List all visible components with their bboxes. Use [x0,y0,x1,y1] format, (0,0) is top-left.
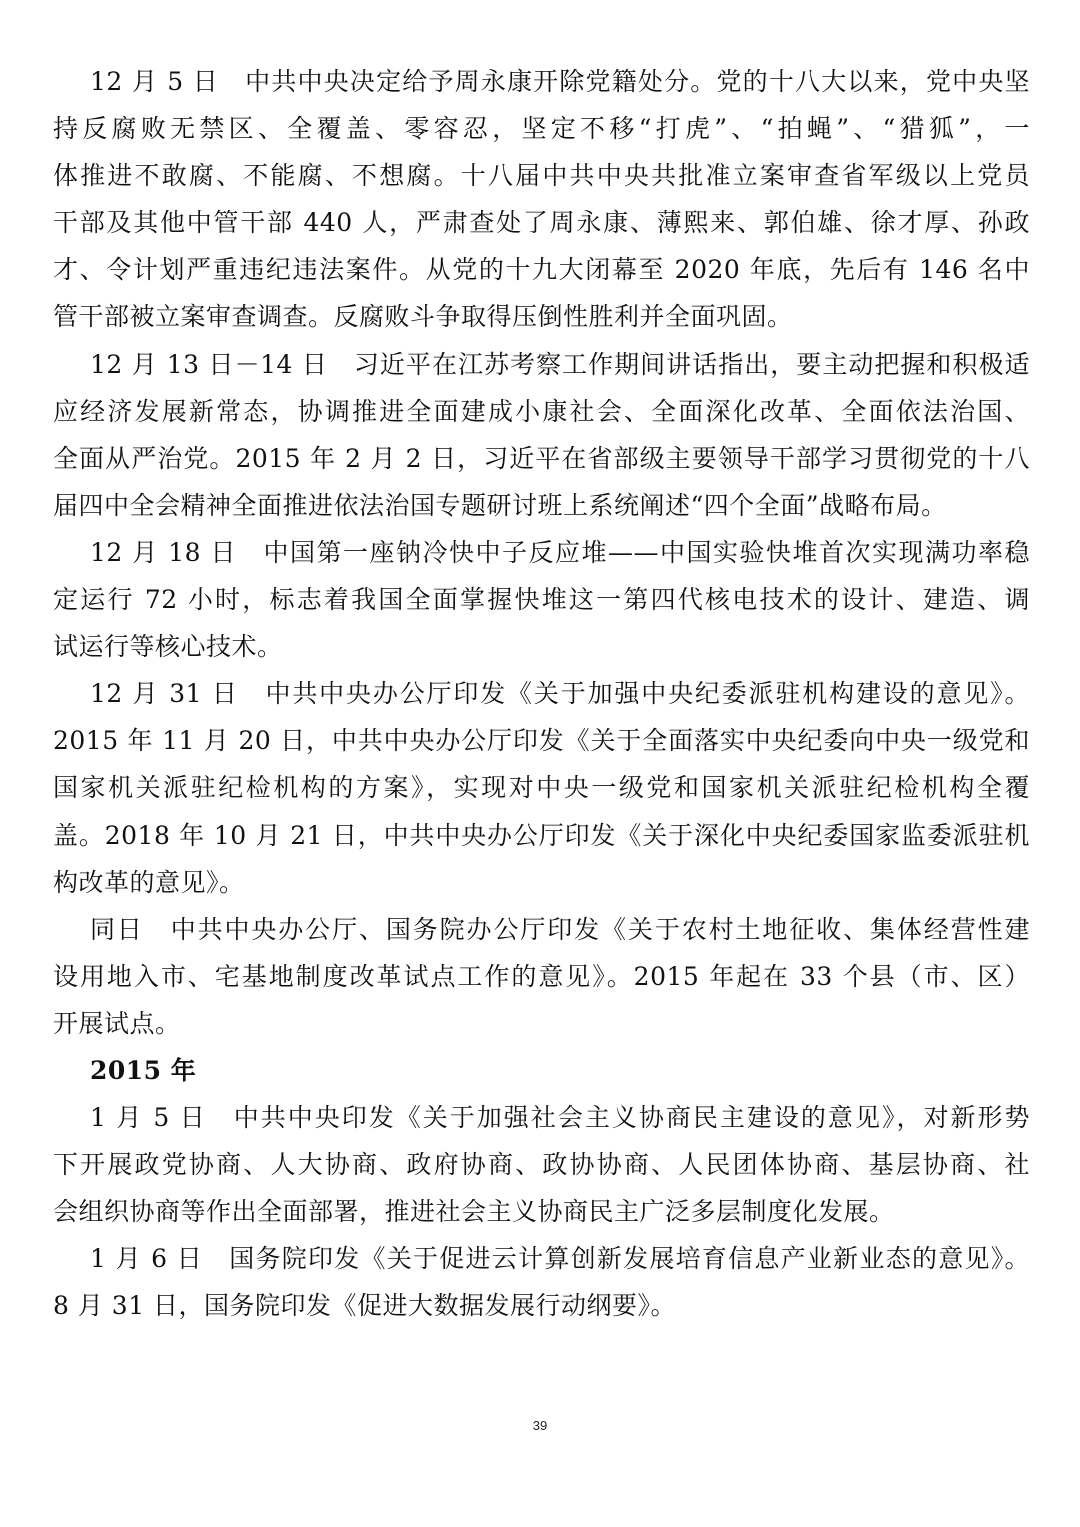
document-body [53,58,1030,1330]
text-line: 才、令计划严重违纪违法案件。从党的十九大闭幕至 2020 年底，先后有 146 名中 [53,255,1030,285]
text-line: 管干部被立案审查调查。反腐败斗争取得压倒性胜利并全面巩固。 [53,302,793,332]
text-line: 试运行等核心技术。 [53,632,283,662]
text-line: 12 月 5 日 中共中央决定给予周永康开除党籍处分。党的十八大以来，党中央坚 [90,67,1030,96]
text-line: 2015 年 11 月 20 日，中共中央办公厅印发《关于全面落实中央纪委向中央一级党和 [53,726,1030,756]
text-line: 会组织协商等作出全面部署，推进社会主义协商民主广泛多层制度化发展。 [53,1197,895,1227]
text-line: 12 月 31 日 中共中央办公厅印发《关于加强中央纪委派驻机构建设的意见》。 [90,679,1030,709]
text-line: 干部及其他中管干部 440 人，严肃查处了周永康、薄熙来、郭伯雄、徐才厚、孙政 [53,208,1030,238]
paragraph [53,1235,1030,1329]
paragraph [53,906,1030,1047]
text-line: 1 月 6 日 国务院印发《关于促进云计算创新发展培育信息产业新业态的意见》。 [90,1244,1030,1274]
page-number: 39 [532,1418,548,1433]
text-line: 全面从严治党。2015 年 2 月 2 日，习近平在省部级主要领导干部学习贯彻党的十八 [53,443,1030,473]
paragraph [53,341,1030,529]
paragraph [53,670,1030,905]
heading-text: 2015 年 [90,1055,197,1085]
text-line: 国家机关派驻纪检机构的方案》，实现对中央一级党和国家机关派驻纪检机构全覆 [53,773,1030,803]
text-line: 届四中全会精神全面推进依法治国专题研讨班上系统阐述“四个全面”战略布局。 [53,490,947,520]
text-line: 12 月 18 日 中国第一座钠冷快中子反应堆——中国实验快堆首次实现满功率稳 [90,537,1030,567]
section-heading [53,1047,1030,1094]
paragraph [53,529,1030,670]
text-line: 构改革的意见》。 [53,867,245,897]
text-line: 下开展政党协商、人大协商、政府协商、政协协商、人民团体协商、基层协商、社 [53,1150,1030,1180]
paragraph [53,58,1030,341]
text-line: 开展试点。 [53,1008,181,1038]
text-line: 持反腐败无禁区、全覆盖、零容忍，坚定不移“打虎”、“拍蝇”、“猎狐”，一 [53,114,1030,144]
text-line: 同日 中共中央办公厅、国务院办公厅印发《关于农村土地征收、集体经营性建 [90,914,1030,944]
text-line: 应经济发展新常态，协调推进全面建成小康社会、全面深化改革、全面依法治国、 [53,396,1030,426]
text-line: 8 月 31 日，国务院印发《促进大数据发展行动纲要》。 [53,1291,677,1321]
paragraph [53,1094,1030,1235]
text-line: 定运行 72 小时，标志着我国全面掌握快堆这一第四代核电技术的设计、建造、调 [53,585,1030,615]
text-line: 12 月 13 日－14 日 习近平在江苏考察工作期间讲话指出，要主动把握和积极适 [90,349,1030,379]
text-line: 体推进不敢腐、不能腐、不想腐。十八届中共中央共批准立案审查省军级以上党员 [53,161,1030,191]
text-line: 设用地入市、宅基地制度改革试点工作的意见》。2015 年起在 33 个县（市、区） [53,961,1030,991]
text-line: 1 月 5 日 中共中央印发《关于加强社会主义协商民主建设的意见》，对新形势 [90,1103,1030,1133]
text-line: 盖。2018 年 10 月 21 日，中共中央办公厅印发《关于深化中央纪委国家监委派驻机 [53,820,1030,850]
